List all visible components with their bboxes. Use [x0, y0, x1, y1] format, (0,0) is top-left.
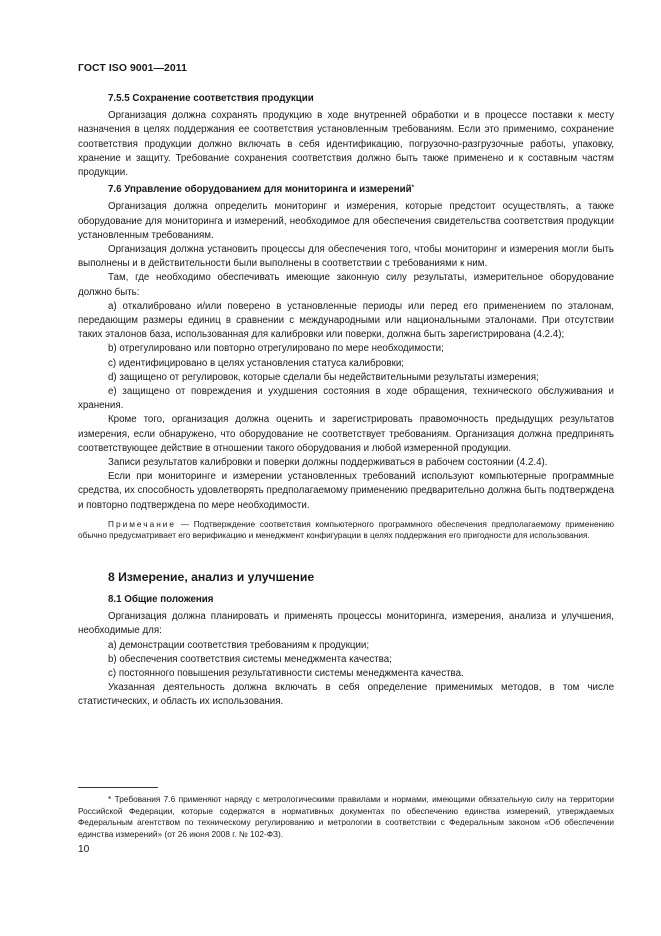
- footnote: * Требования 7.6 применяют наряду с метрологическими правилами и нормами, имеющими обязательную силу на территории Российской Федерации, которые содержатся в нормативных документах по обеспечению единства измерений, утверждаемых Федеральным агентством по техническому регулированию и метрологии в соответствии с Федеральным законом «Об обеспечении единства измерений» (от 26 июня 2008 г. № 102-ФЗ).: [78, 794, 614, 839]
- section-7-6-heading-text: 7.6 Управление оборудованием для мониторинга и измерений: [108, 184, 412, 196]
- paragraph: Указанная деятельность должна включать в себя определение применимых методов, в том числе статистических, и область их использования.: [78, 682, 614, 708]
- paragraph: Организация должна сохранять продукцию в ходе внутренней обработки и в процессе поставки к месту назначения в целях поддержания ее соответствия установленным требованиям. Если это применимо, сохранение соответствия продукции должно включать в себя идентификацию, погрузочно-разгрузочные работы, упаковку, хранение и защиту. Требование сохранения соответствия должно быть также применено и к составным частям продукции.: [78, 110, 614, 179]
- paragraph: Если при мониторинге и измерении установленных требований используют компьютерные программные средства, их способность удовлетворять предполагаемому применению предварительно должна быть подтверждена и повторно подтверждена по мере необходимости.: [78, 471, 614, 511]
- section-7-6-heading: [78, 183, 614, 197]
- note: [78, 519, 614, 542]
- footnote-marker[interactable]: *: [411, 185, 414, 192]
- list-item: e) защищено от повреждения и ухудшения состояния в ходе обращения, технического обслуживания и хранения.: [78, 386, 614, 412]
- paragraph: Организация должна установить процессы для обеспечения того, чтобы мониторинг и измерения могли быть выполнены и в действительности были выполнены в соответствии с требованиями к ним.: [78, 244, 614, 270]
- main-content: [78, 92, 614, 710]
- paragraph: Организация должна определить мониторинг и измерения, которые предстоит осуществлять, а также оборудование для мониторинга и измерений, необходимое для обеспечения свидетельства соответствия продукции установленным требованиям.: [78, 201, 614, 241]
- list-item: d) защищено от регулировок, которые сделали бы недействительными результаты измерения;: [108, 371, 539, 383]
- paragraph: Там, где необходимо обеспечивать имеющие законную силу результаты, измерительное оборудование должно быть:: [78, 272, 614, 298]
- list-item: c) идентифицировано в целях установления статуса калибровки;: [108, 357, 405, 369]
- footnote-separator: [78, 787, 158, 788]
- paragraph: Организация должна планировать и применять процессы мониторинга, измерения, анализа и улучшения, необходимые для:: [78, 611, 614, 637]
- paragraph: Кроме того, организация должна оценить и зарегистрировать правомочность предыдущих результатов измерения, если обнаружено, что оборудование не соответствует требованиям. Организация должна предпринять соответствующее действие в отношении такого оборудования и любой измеренной продукции.: [78, 414, 614, 454]
- paragraph: Записи результатов калибровки и поверки должны поддерживаться в рабочем состоянии (4.2.4).: [108, 457, 548, 469]
- list-item: b) обеспечения соответствия системы менеджмента качества;: [108, 653, 392, 665]
- list-item: a) откалибровано и/или поверено в установленные периоды или перед его применением по эталонам, передающим размеры единиц в сравнении с международными или национальными эталонами. При отсутствии таких эталонов база, использованная для калибровки или поверки, должна быть зарегистрирована (4.2.4);: [78, 300, 614, 341]
- list-item: b) отрегулировано или повторно отрегулировано по мере необходимости;: [108, 343, 444, 355]
- section-8-1-heading: 8.1 Общие положения: [108, 593, 214, 605]
- section-7-5-5-heading: 7.5.5 Сохранение соответствия продукции: [108, 93, 314, 104]
- note-text: — Подтверждение соответствия компьютерного программного обеспечения предполагаемому применению обычно предусматривает его верификацию и менеджмент конфигурации в целях поддержания его пригодности для использования.: [78, 518, 614, 541]
- list-item: c) постоянного повышения результативности системы менеджмента качества.: [108, 667, 464, 679]
- section-8-heading: 8 Измерение, анализ и улучшение: [108, 569, 315, 584]
- list-item: a) демонстрации соответствия требованиям к продукции;: [108, 639, 370, 651]
- document-header: ГОСТ ISO 9001—2011: [78, 63, 187, 74]
- note-label: Примечание: [108, 518, 177, 529]
- page-number: 10: [78, 844, 90, 855]
